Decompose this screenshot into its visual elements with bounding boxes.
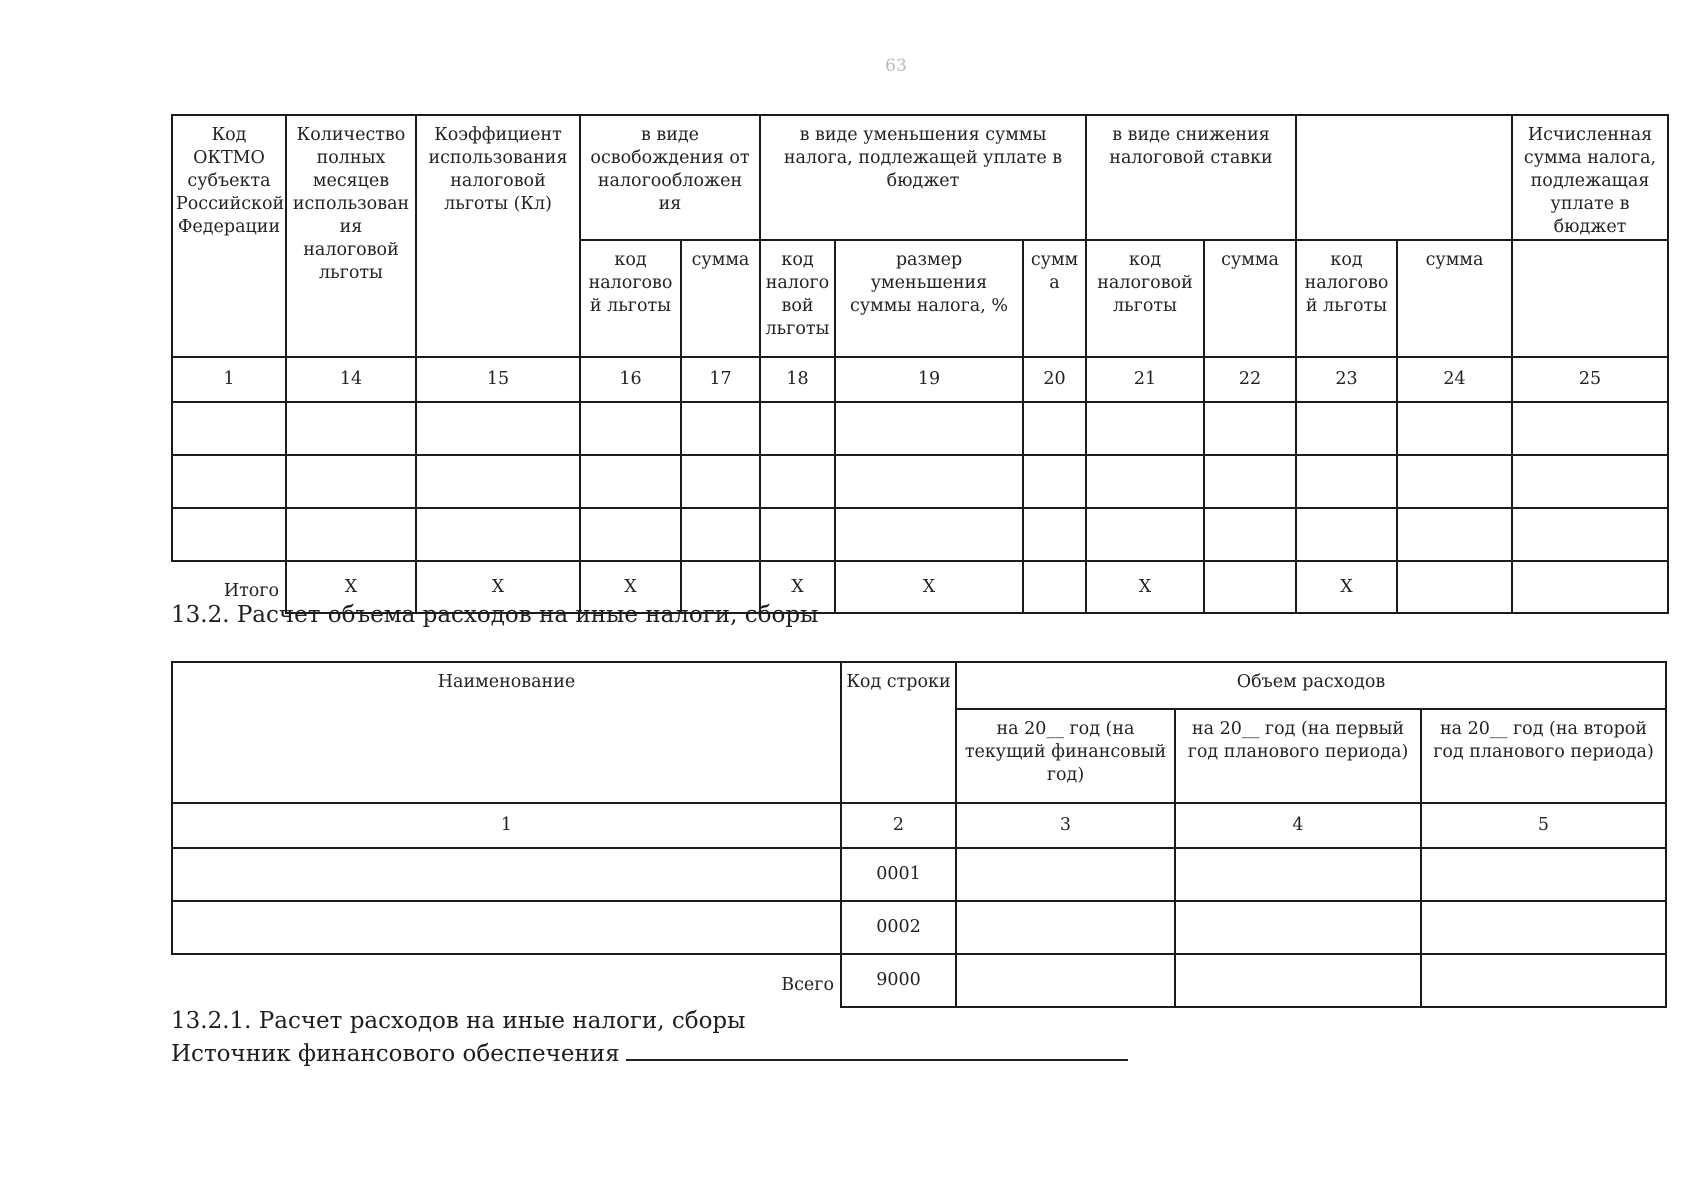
table-cell[interactable] [416,508,580,561]
table-cell[interactable] [580,402,681,455]
table-cell[interactable] [1175,954,1421,1007]
header-calculated: Исчисленная сумма налога, подлежащая уплате в бюджет [1512,115,1668,240]
column-number: 5 [1421,803,1666,848]
section-13-2-1-title: 13.2.1. Расчет расходов на иные налоги, сборы [171,1008,746,1034]
table-cell[interactable] [1421,901,1666,954]
table-cell[interactable] [286,455,416,508]
table-cell[interactable] [1296,402,1397,455]
table-cell[interactable] [1175,848,1421,901]
column-number: 19 [835,357,1023,402]
header-name: Наименование [172,662,841,803]
table-cell[interactable] [416,402,580,455]
subheader-c23: код налогово й льготы [1296,240,1397,357]
page-number: 63 [885,56,907,76]
row-name[interactable] [172,848,841,901]
table-cell[interactable] [286,402,416,455]
column-number: 24 [1397,357,1512,402]
table-cell[interactable] [286,508,416,561]
total-cell: X [286,561,416,613]
section-13-2-title: 13.2. Расчет объема расходов на иные налоги, сборы [171,602,819,628]
column-number: 25 [1512,357,1668,402]
table-cell[interactable] [1023,455,1086,508]
column-number-row [172,803,1666,848]
table-cell[interactable] [835,508,1023,561]
table-cell[interactable] [580,455,681,508]
subheader-c16: код налогово й льготы [580,240,681,357]
funding-source-label: Источник финансового обеспечения [171,1041,620,1067]
header-rate-reduction: в виде снижения налоговой ставки [1086,115,1296,240]
column-number: 21 [1086,357,1204,402]
header-year-1: на 20__ год (на текущий финансовый год) [956,709,1175,803]
column-number: 18 [760,357,835,402]
subheader-c17: сумма [681,240,760,357]
total-label: Итого [223,581,279,601]
table-row [172,901,1666,954]
total-cell: X [760,561,835,613]
table-cell[interactable] [1086,455,1204,508]
row-code: 0001 [841,848,956,901]
table-cell[interactable] [1175,901,1421,954]
table-cell[interactable] [760,402,835,455]
column-number: 23 [1296,357,1397,402]
header-year-3: на 20__ год (на второй год планового периода) [1421,709,1666,803]
total-code: 9000 [841,954,956,1007]
header-reduction-sum: в виде уменьшения суммы налога, подлежащей уплате в бюджет [760,115,1086,240]
total-cell: X [416,561,580,613]
table-cell[interactable] [956,954,1175,1007]
table-row [172,508,1668,561]
table-row [172,455,1668,508]
table-cell[interactable] [172,508,286,561]
header-months: Количество полных месяцев использован ия налоговой льготы [286,115,416,357]
subheader-c22: сумма [1204,240,1296,357]
subheader-c19: размер уменьшения суммы налога, % [835,240,1023,357]
table-cell[interactable] [1023,402,1086,455]
total-cell: X [1296,561,1397,613]
subheader-c20: сумм а [1023,240,1086,357]
funding-source-blank[interactable] [626,1037,1128,1061]
column-number: 3 [956,803,1175,848]
total-label: Всего [781,974,834,995]
table-cell[interactable] [1204,402,1296,455]
total-row [172,954,1666,1007]
column-number: 22 [1204,357,1296,402]
table-cell[interactable] [1421,954,1666,1007]
table-cell[interactable] [760,455,835,508]
table-cell[interactable] [681,455,760,508]
table-cell[interactable] [172,402,286,455]
row-code: 0002 [841,901,956,954]
table-cell[interactable] [1512,508,1668,561]
header-coefficient: Коэффициент использования налоговой льготы (Кл) [416,115,580,357]
table-cell[interactable] [835,455,1023,508]
subheader-c24: сумма [1397,240,1512,357]
table-cell[interactable] [1512,455,1668,508]
total-cell: X [1086,561,1204,613]
other-taxes-table [171,661,1667,1008]
header-oktmo: Код ОКТМО субъекта Российской Федерации [172,115,286,357]
column-number: 17 [681,357,760,402]
table-cell[interactable] [1512,402,1668,455]
column-number: 4 [1175,803,1421,848]
table-cell[interactable] [1397,508,1512,561]
table-cell[interactable] [1296,508,1397,561]
table-row [172,848,1666,901]
table-cell[interactable] [835,402,1023,455]
table-cell[interactable] [681,402,760,455]
column-number: 1 [172,357,286,402]
table-cell[interactable] [1421,848,1666,901]
total-cell[interactable] [1204,561,1296,613]
column-number: 14 [286,357,416,402]
column-number: 1 [172,803,841,848]
column-number-row [172,357,1668,402]
total-cell: X [835,561,1023,613]
table-cell[interactable] [580,508,681,561]
column-number: 2 [841,803,956,848]
tax-benefits-table [171,114,1669,614]
table-cell[interactable] [1204,508,1296,561]
table-cell[interactable] [956,901,1175,954]
table-cell[interactable] [416,455,580,508]
table-cell[interactable] [1086,508,1204,561]
header-year-2: на 20__ год (на первый год планового периода) [1175,709,1421,803]
table-cell[interactable] [956,848,1175,901]
table-cell[interactable] [1397,455,1512,508]
subheader-c25-blank [1512,240,1668,357]
total-cell[interactable] [1512,561,1668,613]
header-volume: Объем расходов [956,662,1666,709]
table-cell[interactable] [1397,402,1512,455]
column-number: 15 [416,357,580,402]
table-cell[interactable] [1086,402,1204,455]
header-blank-group [1296,115,1512,240]
subheader-c18: код налого вой льготы [760,240,835,357]
table-cell[interactable] [1204,455,1296,508]
subheader-c21: код налоговой льготы [1086,240,1204,357]
column-number: 20 [1023,357,1086,402]
table-row [172,402,1668,455]
table-cell[interactable] [172,455,286,508]
column-number: 16 [580,357,681,402]
header-exemption: в виде освобождения от налогообложен ия [580,115,760,240]
funding-source-line [171,1037,1128,1070]
table-cell[interactable] [1023,508,1086,561]
total-cell: X [580,561,681,613]
header-code: Код строки [841,662,956,803]
row-name[interactable] [172,901,841,954]
table-cell[interactable] [1296,455,1397,508]
total-cell[interactable] [1397,561,1512,613]
table-cell[interactable] [760,508,835,561]
table-cell[interactable] [681,508,760,561]
total-cell[interactable] [1023,561,1086,613]
